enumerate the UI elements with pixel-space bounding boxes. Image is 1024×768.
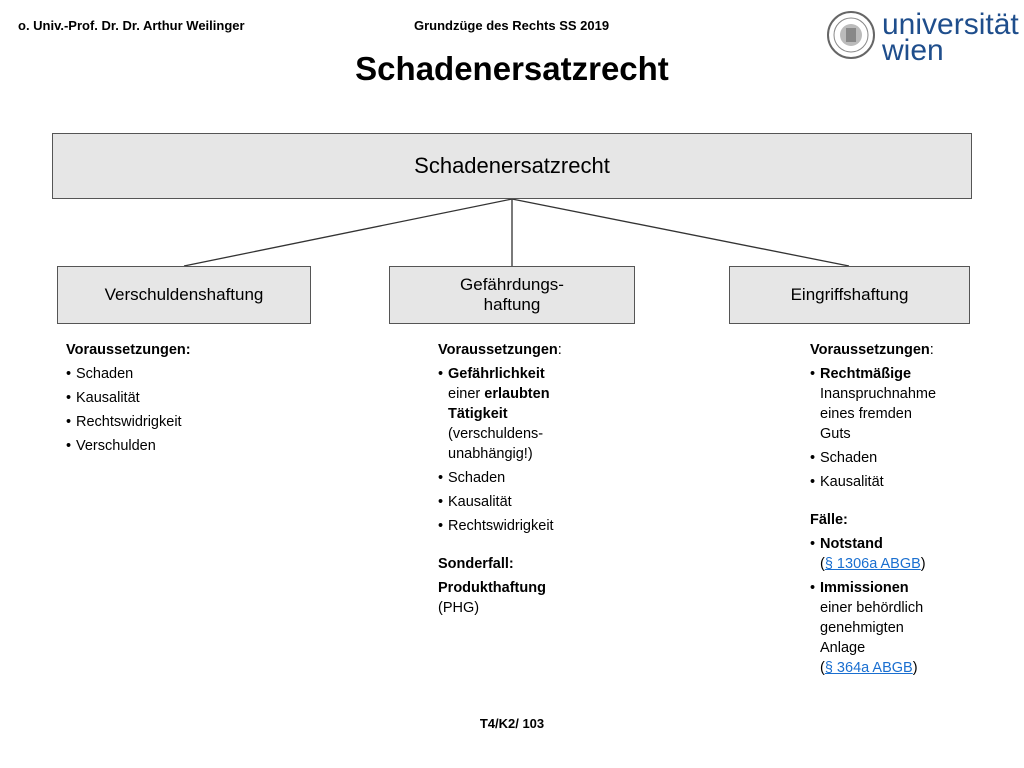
author-header: o. Univ.-Prof. Dr. Dr. Arthur Weilinger [18,18,245,33]
text: ( [820,556,825,572]
root-node: Schadenersatzrecht [52,133,972,199]
col1-heading: Voraussetzungen: [66,342,191,358]
text: Inanspruchnahme [820,386,937,402]
list-item [810,364,1010,444]
page-footer: T4/K2/ 103 [479,716,545,731]
list-item [438,364,638,464]
text: (verschuldens- [448,426,544,442]
col3-heading-colon: : [929,342,934,358]
list-item: • Schaden [66,364,306,384]
node-verschuldenshaftung: Verschuldenshaftung [57,266,311,324]
link-1306a-abgb[interactable]: § 1306a ABGB [824,556,921,572]
text: ) [912,660,918,676]
produkthaftung: Produkthaftung [438,580,546,596]
logo-line1: universität [882,8,1019,41]
column-gefaehrdungshaftung [438,340,638,618]
node-label-line1: Gefährdungs- [460,275,564,294]
text: eines fremden [820,406,912,422]
text-bold: Notstand [820,536,883,552]
text: einer [448,386,481,402]
page-title: Schadenersatzrecht [355,50,669,87]
node-gefaehrdungshaftung [389,266,635,324]
list-item: • Kausalität [810,472,1010,492]
col3-heading: Voraussetzungen [810,342,930,358]
phg-label: (PHG) [438,600,480,616]
list-item [810,534,1010,574]
list-item: • Kausalität [438,492,638,512]
text-bold: Tätigkeit [448,406,508,422]
text: ) [920,556,926,572]
list-item: • Kausalität [66,388,306,408]
text: Anlage [820,640,866,656]
text: Guts [820,426,851,442]
node-label-line2: haftung [483,295,541,314]
text-bold: Gefährlichkeit [448,366,545,382]
col2-heading-colon: : [557,342,562,358]
list-item: • Schaden [810,448,1010,468]
list-item: • Verschulden [66,436,306,456]
node-eingriffshaftung: Eingriffshaftung [729,266,970,324]
list-item: • Rechtswidrigkeit [66,412,306,432]
col2-heading: Voraussetzungen [438,342,558,358]
list-item: • Rechtswidrigkeit [438,516,638,536]
logo-line2: wien [882,34,944,67]
faelle-heading: Fälle: [810,512,848,528]
sonderfall-heading: Sonderfall: [438,556,514,572]
column-eingriffshaftung [810,340,1010,682]
list-item: • Schaden [438,468,638,488]
text-bold: Immissionen [820,580,909,596]
text: einer behördlich [820,600,924,616]
text: unabhängig!) [448,446,533,462]
text-bold: erlaubten [484,386,550,402]
text-bold: Rechtmäßige [820,366,912,382]
list-item [810,578,1010,678]
column-verschuldenshaftung [66,340,306,460]
course-header: Grundzüge des Rechts SS 2019 [414,18,610,33]
link-364a-abgb[interactable]: § 364a ABGB [824,660,913,676]
text: genehmigten [820,620,904,636]
text: ( [820,660,825,676]
